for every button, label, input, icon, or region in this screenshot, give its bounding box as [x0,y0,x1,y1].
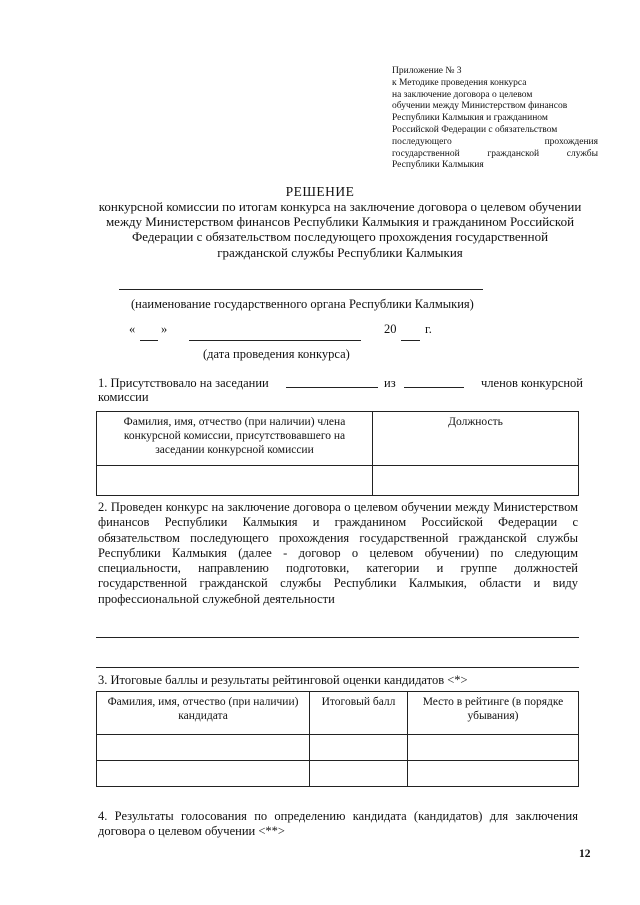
document-title: РЕШЕНИЕ [285,184,355,199]
section1-total-blank [404,387,464,388]
table-cell [97,761,310,787]
table-cell [310,735,408,761]
date-month-blank [189,340,361,341]
appendix-line: Республики Калмыкия [392,160,484,171]
appendix-word: прохождения [544,136,598,147]
table-header-cell: Фамилия, имя, отчество (при наличии) кандидата [97,692,310,735]
org-name-blank-line [119,289,483,290]
appendix-word: службы [566,148,598,159]
table-cell [408,761,579,787]
page-number: 12 [579,848,591,860]
table-header-cell: Фамилия, имя, отчество (при наличии) члена конкурсной комиссии, присутствовавшего на заседании конкурсной комиссии [97,412,373,466]
table-cell [373,466,579,496]
table-header-cell: Итоговый балл [310,692,408,735]
appendix-line: к Методике проведения конкурса [392,77,527,88]
appendix-word: гражданской [487,148,540,159]
appendix-header [392,66,598,172]
appendix-line-justified [392,149,598,161]
section1-text-d: комиссии [98,390,149,404]
table-header-cell: Должность [373,412,579,466]
section2-blank-line [96,637,579,638]
appendix-line: Республики Калмыкия и гражданином [392,113,548,124]
table-header-row [97,412,579,466]
section1-text-b: из [384,376,396,390]
table-cell [97,466,373,496]
table-cell [408,735,579,761]
table-cell [97,735,310,761]
section1-text-c: членов конкурсной [481,376,583,390]
org-name-caption: (наименование государственного органа Республики Калмыкия) [131,297,474,311]
document-subtitle: конкурсной комиссии по итогам конкурса на заключение договора о целевом обучении между Министерством финансов Республики Калмыкия и гражданином Российской Федерации с обязательством последующего прохождения государственной гражданской службы Республики Калмыкия [98,199,582,260]
date-day-blank [140,340,158,341]
table-row [97,735,579,761]
appendix-line: Приложение № 3 [392,66,462,76]
table-row [97,466,579,496]
table-header-cell: Место в рейтинге (в порядке убывания) [408,692,579,735]
appendix-line: Российской Федерации с обязательством [392,124,558,135]
candidates-table [96,691,579,787]
appendix-line: обучении между Министерством финансов [392,101,568,112]
date-open-quote: « [129,322,136,336]
date-year-blank [401,340,420,341]
section4-text: 4. Результаты голосования по определению кандидата (кандидатов) для заключения договора о целевом обучении <**> [98,809,578,839]
date-year-prefix: 20 [384,322,397,336]
appendix-line: на заключение договора о целевом [392,89,533,100]
appendix-word: государственной [392,148,460,159]
section1-present-blank [286,387,378,388]
appendix-word: последующего [392,136,452,147]
section1-text-a: 1. Присутствовало на заседании [98,376,269,390]
section2-blank-line [96,667,579,668]
date-year-suffix: г. [425,322,432,336]
appendix-line-justified [392,137,598,149]
table-row [97,761,579,787]
date-close-quote: » [161,322,168,336]
members-table [96,411,579,496]
table-cell [310,761,408,787]
date-caption: (дата проведения конкурса) [203,347,350,361]
table-header-row [97,692,579,735]
section2-text: 2. Проведен конкурс на заключение договора о целевом обучении между Министерством финансов Республики Калмыкия и гражданином Российской Федерации с обязательством последующего прохождения государственной гражданской службы Республики Калмыкия (далее - договор о целевом обучении) по следующим специальности, направлению подготовки, категории и группе должностей государственной гражданской службы Республики Калмыкия, области и виду профессиональной служебной деятельности [98,500,578,606]
section3-text: 3. Итоговые баллы и результаты рейтинговой оценки кандидатов <*> [98,673,468,687]
